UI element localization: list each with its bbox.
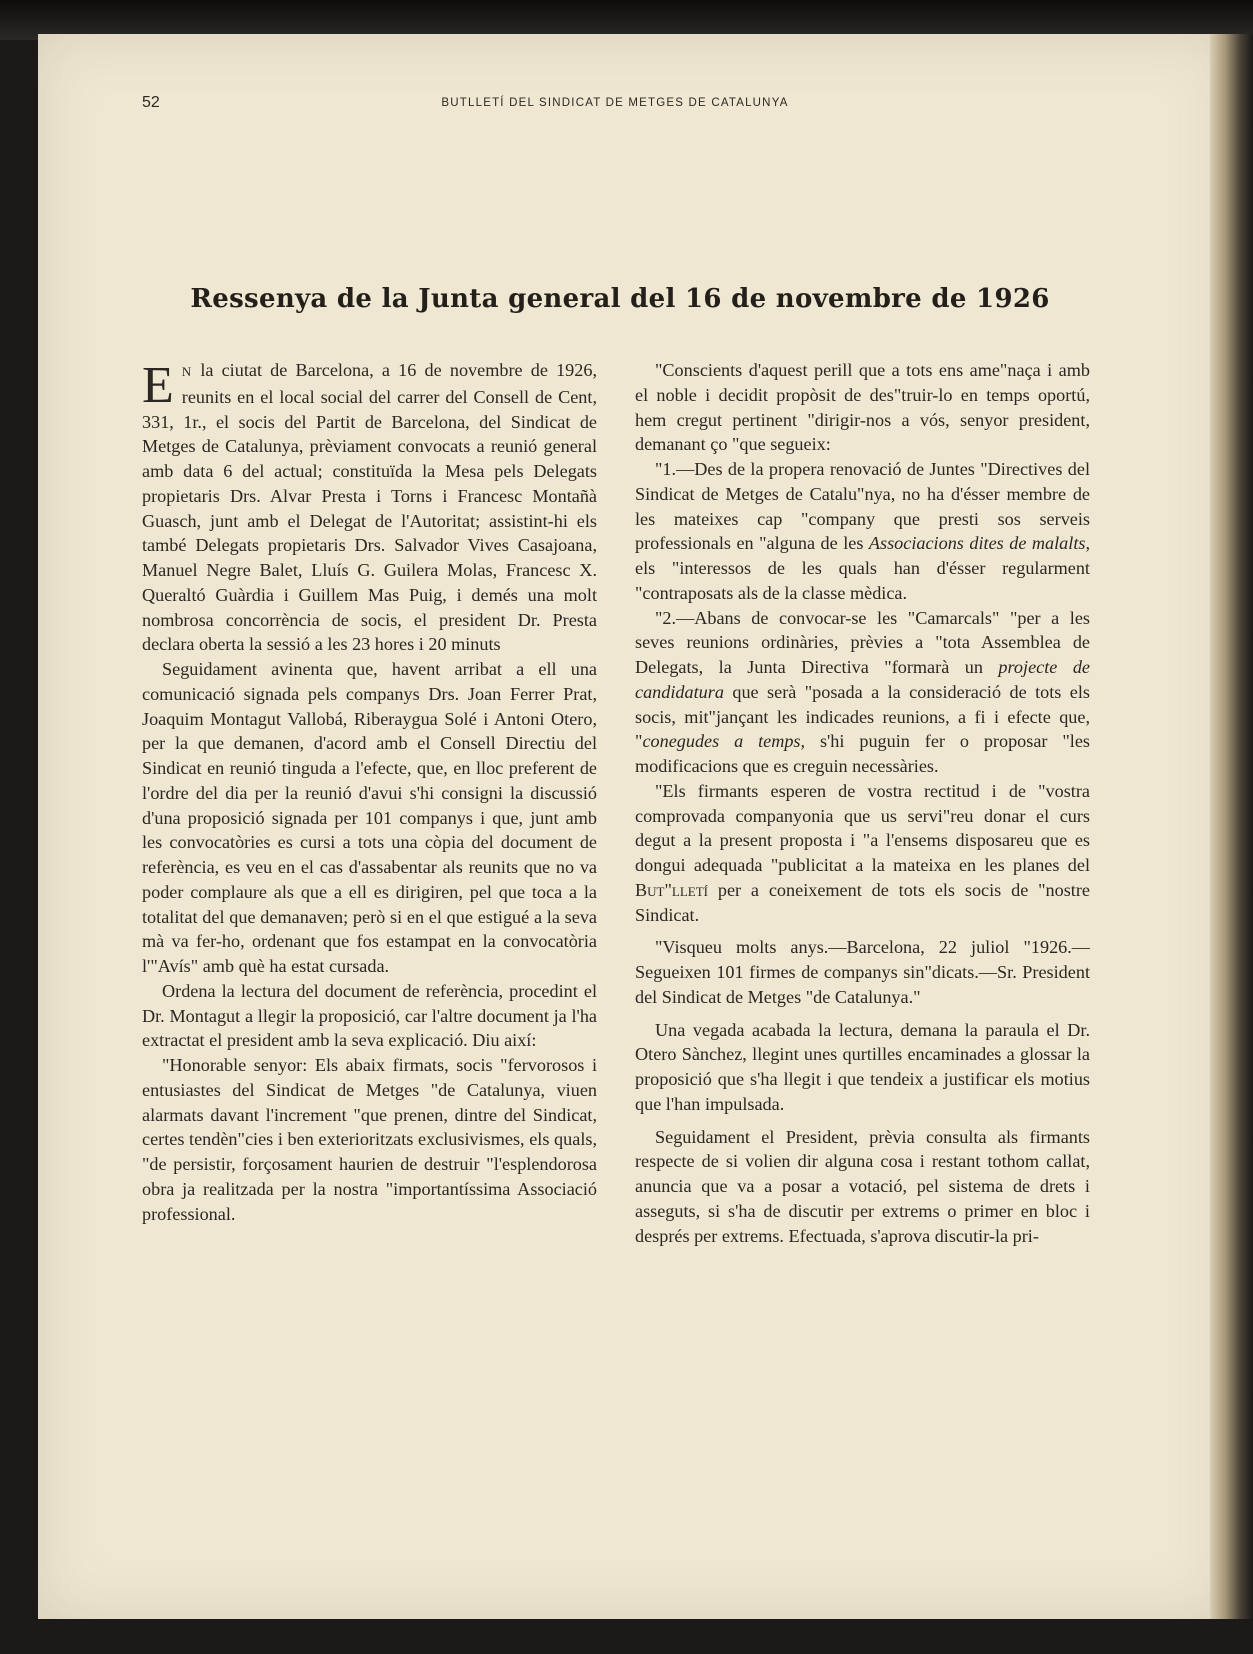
paragraph: "Honorable senyor: Els abaix firmats, socis "fervorosos i entusiastes del Sindicat de Metges "de Catalunya, viuen alarmats davant l'increment "que prenen, dintre del Sindicat, certes tendèn"cies i ben exterioritzats exclusivismes, els quals, "de persistir, forçosament haurien de destruir "l'esplendorosa obra ja realitzada per la nostra "importantíssima Associació professional.	[142, 1055, 597, 1224]
paragraph: Ordena la lectura del document de referència, procedint el Dr. Montagut a llegir la proposició, car l'altre document ja l'ha extractat el president amb la seva explicació. Diu així:	[142, 980, 597, 1051]
italic-text: projecte de candidatura	[635, 657, 1090, 702]
page-edge-shadow	[1210, 34, 1253, 1619]
page-number: 52	[142, 94, 160, 111]
right-column	[635, 358, 1090, 1248]
paragraph-text: "Els firmants esperen de vostra rectitud i de "vostra comprovada companyonia que us servi"reu donar el curs degut a la present proposta i "a l'ensems disposareu que es dongui adequada "publicitat a la mateixa en les planes del	[635, 780, 1090, 875]
paragraph	[635, 779, 1090, 928]
italic-text: Associacions dites de malalts,	[868, 533, 1090, 554]
article-title: Ressenya de la Junta general del 16 de novembre de 1926	[190, 284, 1050, 314]
paragraph	[142, 358, 597, 657]
paragraph	[635, 606, 1090, 779]
paragraph: Seguidament avinenta que, havent arribat a ell una comunicació signada pels companys Drs. Joan Ferrer Prat, Joaquim Montagut Vallobá, Riberaygua Solé i Antoni Otero, per la que demanen, d'acord amb el Consell Directiu del Sindicat en reunió tinguda a l'efecte, que, en lloc preferent de l'ordre del dia per la reunió d'avui s'hi consigni la discussió d'una proposició signada per 101 companys i que, junt amb les convocatòries es cursi a tots una còpia del document de referència, es veu en el cas d'assabentar als reunits que no va poder complaure als que a ell es dirigiren, pel que toca a la totalitat del que demanaven; però si en el que estigué a la seva mà va fer-ho, ordenant que fos estampat en la convocatòria l'"Avís" amb què ha estat cursada.	[142, 659, 597, 976]
smallcaps-text: But"lletí	[635, 879, 708, 900]
paragraph-text: s'hi puguin fer o proposar "les modificacions que es creguin necessàries.	[635, 731, 1090, 776]
drop-cap: E	[142, 357, 174, 414]
paragraph: Seguidament el President, prèvia consulta als firmants respecte de si volien dir alguna cosa i restant tothom callat, anuncia que va a posar a votació, pel sistema de drets i asseguts, si s'ha de discutir per extrems o primer en bloc i després per extrems. Efectuada, s'aprova discutir-la pri-	[635, 1126, 1090, 1246]
running-header: BUTLLETÍ DEL SINDICAT DE METGES DE CATALUNYA	[441, 97, 789, 109]
paragraph-text: "2.—Abans de convocar-se les "Camarcals" "per a les seves reunions ordinàries, prèvies a "tota Assemblea de Delegats, la Junta Directiva "formarà un	[635, 607, 1090, 677]
paragraph-text: els "interessos de les quals han d'ésser regularment "contraposats als de la classe mèdica.	[635, 558, 1090, 603]
paragraph	[635, 457, 1090, 606]
lead-smallcaps: N	[181, 364, 193, 379]
paragraph-text: per a coneixement de tots els socis de "nostre Sindicat.	[635, 879, 1090, 925]
left-column	[142, 358, 597, 1226]
scan-background-bottom	[0, 1619, 1253, 1654]
paragraph-text: la ciutat de Barcelona, a 16 de novembre de 1926, reunits en el local social del carrer del Consell de Cent, 331, 1r., el socis del Partit de Barcelona, del Sindicat de Metges de Catalunya, prèviament convocats a reunió general amb data 6 del actual; constituïda la Mesa pels Delegats propietaris Drs. Alvar Presta i Torns i Francesc Montañà Guasch, junt amb el Delegat de l'Autoritat; assistint-hi els també Delegats propietaris Drs. Salvador Vives Casajoana, Manuel Negre Balet, Lluís G. Guilera Molas, Francesc X. Queraltó Guàrdia i Guillem Mas Puig, i demés una molt nombrosa concorrència de socis, el president Dr. Presta declara oberta la sessió a les 23 hores i 20 minuts	[142, 360, 597, 655]
paragraph: "Conscients d'aquest perill que a tots ens ame"naça i amb el noble i decidit propòsit de des"truir-lo en temps oportú, hem cregut pertinent "dirigir-nos a vós, senyor president, demanant ço "que segueix:	[635, 360, 1090, 455]
paragraph: Una vegada acabada la lectura, demana la paraula el Dr. Otero Sànchez, llegint unes qurtilles encaminades a glossar la proposició que s'ha llegit i que tendeix a justificar els motius que l'han impulsada.	[635, 1019, 1090, 1114]
paragraph-text: que serà "posada a la consideració de tots els socis, mit"jançant les indicades reunions, a fi i efecte que, "	[635, 681, 1090, 752]
paragraph-text: "1.—Des de la propera renovació de Juntes "Directives del Sindicat de Metges de Catalu"nya, no ha d'ésser membre de les mateixes cap "company que presti sos serveis professionals en "alguna de les	[635, 459, 1090, 554]
paragraph: "Visqueu molts anys.—Barcelona, 22 juliol "1926.—Segueixen 101 firmes de companys sin"dicats.—Sr. President del Sindicat de Metges "de Catalunya."	[635, 937, 1090, 1007]
italic-text: conegudes a temps,	[642, 731, 806, 752]
